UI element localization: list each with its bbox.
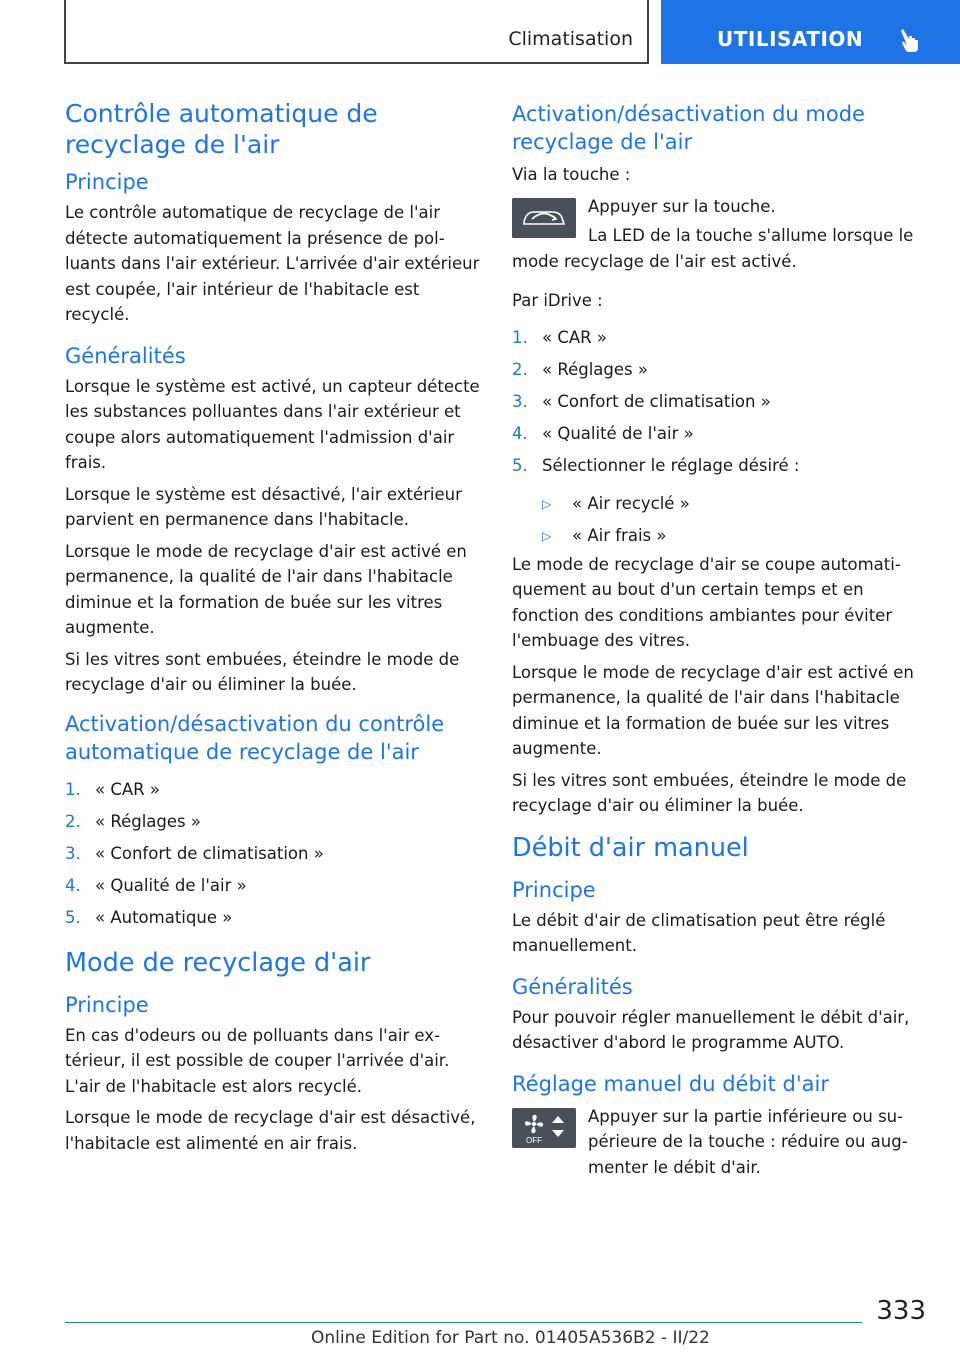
list-text: « Réglages » <box>95 811 201 831</box>
list-item <box>65 774 485 806</box>
list-number: 1. <box>65 779 81 799</box>
paragraph: Si les vitres sont embuées, éteindre le mode de recyclage d'air ou éliminer la buée. <box>65 649 460 694</box>
heading-principe: Principe <box>65 170 149 194</box>
paragraph: Par iDrive : <box>512 291 603 310</box>
list-number: 3. <box>65 843 81 863</box>
recirculation-key-icon <box>512 198 576 238</box>
paragraph: Lorsque le mode de recyclage d'air est activé en permanence, la qualité de l'air dans l'habitacle diminue et la formation de buée sur les vitres augmente. <box>512 662 914 758</box>
list-item <box>512 354 932 386</box>
list-number: 5. <box>512 455 528 475</box>
svg-text:OFF: OFF <box>526 1135 542 1145</box>
paragraph: Le contrôle automatique de recyclage de l'air détecte automatiquement la présence de polluants dans l'air extérieur. L'arrivée d'air extérieur est coupée, l'air intérieur de l'habitacle est recyclé. <box>65 203 480 324</box>
paragraph: Via la touche : <box>512 165 631 184</box>
paragraph: Lorsque le mode de recyclage d'air est activé en permanence, la qualité de l'air dans l'habitacle diminue et la formation de buée sur les vitres augmente. <box>65 541 467 637</box>
steps-list <box>512 322 932 482</box>
list-text: « Automatique » <box>95 907 233 927</box>
triangle-bullet-icon: ▷ <box>542 528 552 543</box>
header-section-box <box>64 0 649 64</box>
list-item <box>65 806 485 838</box>
triangle-bullet-icon: ▷ <box>542 496 552 511</box>
heading-generalites: Généralités <box>65 343 186 368</box>
option-text: « Air frais » <box>572 525 667 545</box>
paragraph: Appuyer sur la partie inférieure ou supérieure de la touche : réduire ou augmenter le débit d'air. <box>588 1106 908 1177</box>
list-text: « Confort de climatisation » <box>542 391 771 411</box>
list-item <box>65 870 485 902</box>
page-number: 333 <box>876 1296 926 1326</box>
header-chapter-label: UTILISATION <box>717 27 864 51</box>
header-section-title: Climatisation <box>508 28 633 50</box>
edition-note: Online Edition for Part no. 01405A536B2 - II/22 <box>311 1328 710 1348</box>
heading-mode-recyclage: Mode de recyclage d'air <box>65 947 371 978</box>
list-text: « CAR » <box>542 327 607 347</box>
list-number: 5. <box>65 907 81 927</box>
option-list <box>512 488 932 552</box>
header-chapter-tab <box>661 0 960 64</box>
heading-debit-manuel: Débit d'air manuel <box>512 832 749 863</box>
hand-pointer-icon <box>897 26 925 54</box>
paragraph: Appuyer sur la touche. <box>588 196 776 216</box>
list-item <box>512 450 932 482</box>
list-number: 4. <box>512 423 528 443</box>
list-text: « CAR » <box>95 779 160 799</box>
paragraph: Lorsque le système est activé, un capteur détecte les substances polluantes dans l'air extérieur et coupe alors automatiquement l'admission d'air frais. <box>65 376 480 472</box>
list-item <box>65 902 485 934</box>
heading-generalites: Généralités <box>512 974 633 999</box>
heading-principe: Principe <box>512 877 596 902</box>
list-item <box>512 418 932 450</box>
recirculation-key-row <box>512 194 932 275</box>
paragraph: Lorsque le système est désactivé, l'air extérieur parvient en permanence dans l'habitacle. <box>65 484 462 529</box>
list-text: « Qualité de l'air » <box>542 423 694 443</box>
list-item <box>65 838 485 870</box>
heading-activation-mode: Activation/désactivation du mode recyclage de l'air <box>512 102 865 154</box>
paragraph: Le débit d'air de climatisation peut être réglé manuellement. <box>512 910 886 955</box>
option-item <box>542 488 932 520</box>
paragraph: Lorsque le mode de recyclage d'air est désactivé, l'habitacle est alimenté en air frais. <box>65 1108 476 1153</box>
list-text: « Réglages » <box>542 359 648 379</box>
list-number: 4. <box>65 875 81 895</box>
paragraph: Si les vitres sont embuées, éteindre le mode de recyclage d'air ou éliminer la buée. <box>512 770 907 815</box>
footer-divider <box>65 1322 862 1323</box>
list-text: « Confort de climatisation » <box>95 843 324 863</box>
right-column <box>512 98 932 1184</box>
list-number: 1. <box>512 327 528 347</box>
list-item <box>512 322 932 354</box>
heading-activation-auto: Activation/désactivation du contrôle automatique de recyclage de l'air <box>65 711 445 764</box>
option-text: « Air recyclé » <box>572 493 690 513</box>
paragraph: Pour pouvoir régler manuellement le débit d'air, désactiver d'abord le programme AUTO. <box>512 1007 910 1052</box>
steps-list <box>65 774 485 934</box>
paragraph: La LED de la touche s'allume lorsque le mode recyclage de l'air est activé. <box>512 226 914 271</box>
list-number: 2. <box>65 811 81 831</box>
option-item <box>542 520 932 552</box>
list-number: 2. <box>512 359 528 379</box>
heading-reglage-manuel: Réglage manuel du débit d'air <box>512 1071 829 1096</box>
list-item <box>512 386 932 418</box>
list-text: « Qualité de l'air » <box>95 875 247 895</box>
list-number: 3. <box>512 391 528 411</box>
paragraph: En cas d'odeurs ou de polluants dans l'air extérieur, il est possible de couper l'arrivée d'air. L'air de l'habitacle est alors recyclé. <box>65 1025 450 1096</box>
list-text: Sélectionner le réglage désiré : <box>542 455 800 475</box>
fan-key-icon <box>512 1108 576 1148</box>
paragraph: Le mode de recyclage d'air se coupe automatiquement au bout d'un certain temps et en fonction des conditions ambiantes pour éviter l'embuage des vitres. <box>512 554 901 650</box>
heading-principe: Principe <box>65 992 149 1017</box>
fan-key-row <box>512 1104 932 1181</box>
heading-auto-recirculation: Contrôle automatique de recyclage de l'air <box>65 99 378 159</box>
left-column <box>65 98 485 1162</box>
